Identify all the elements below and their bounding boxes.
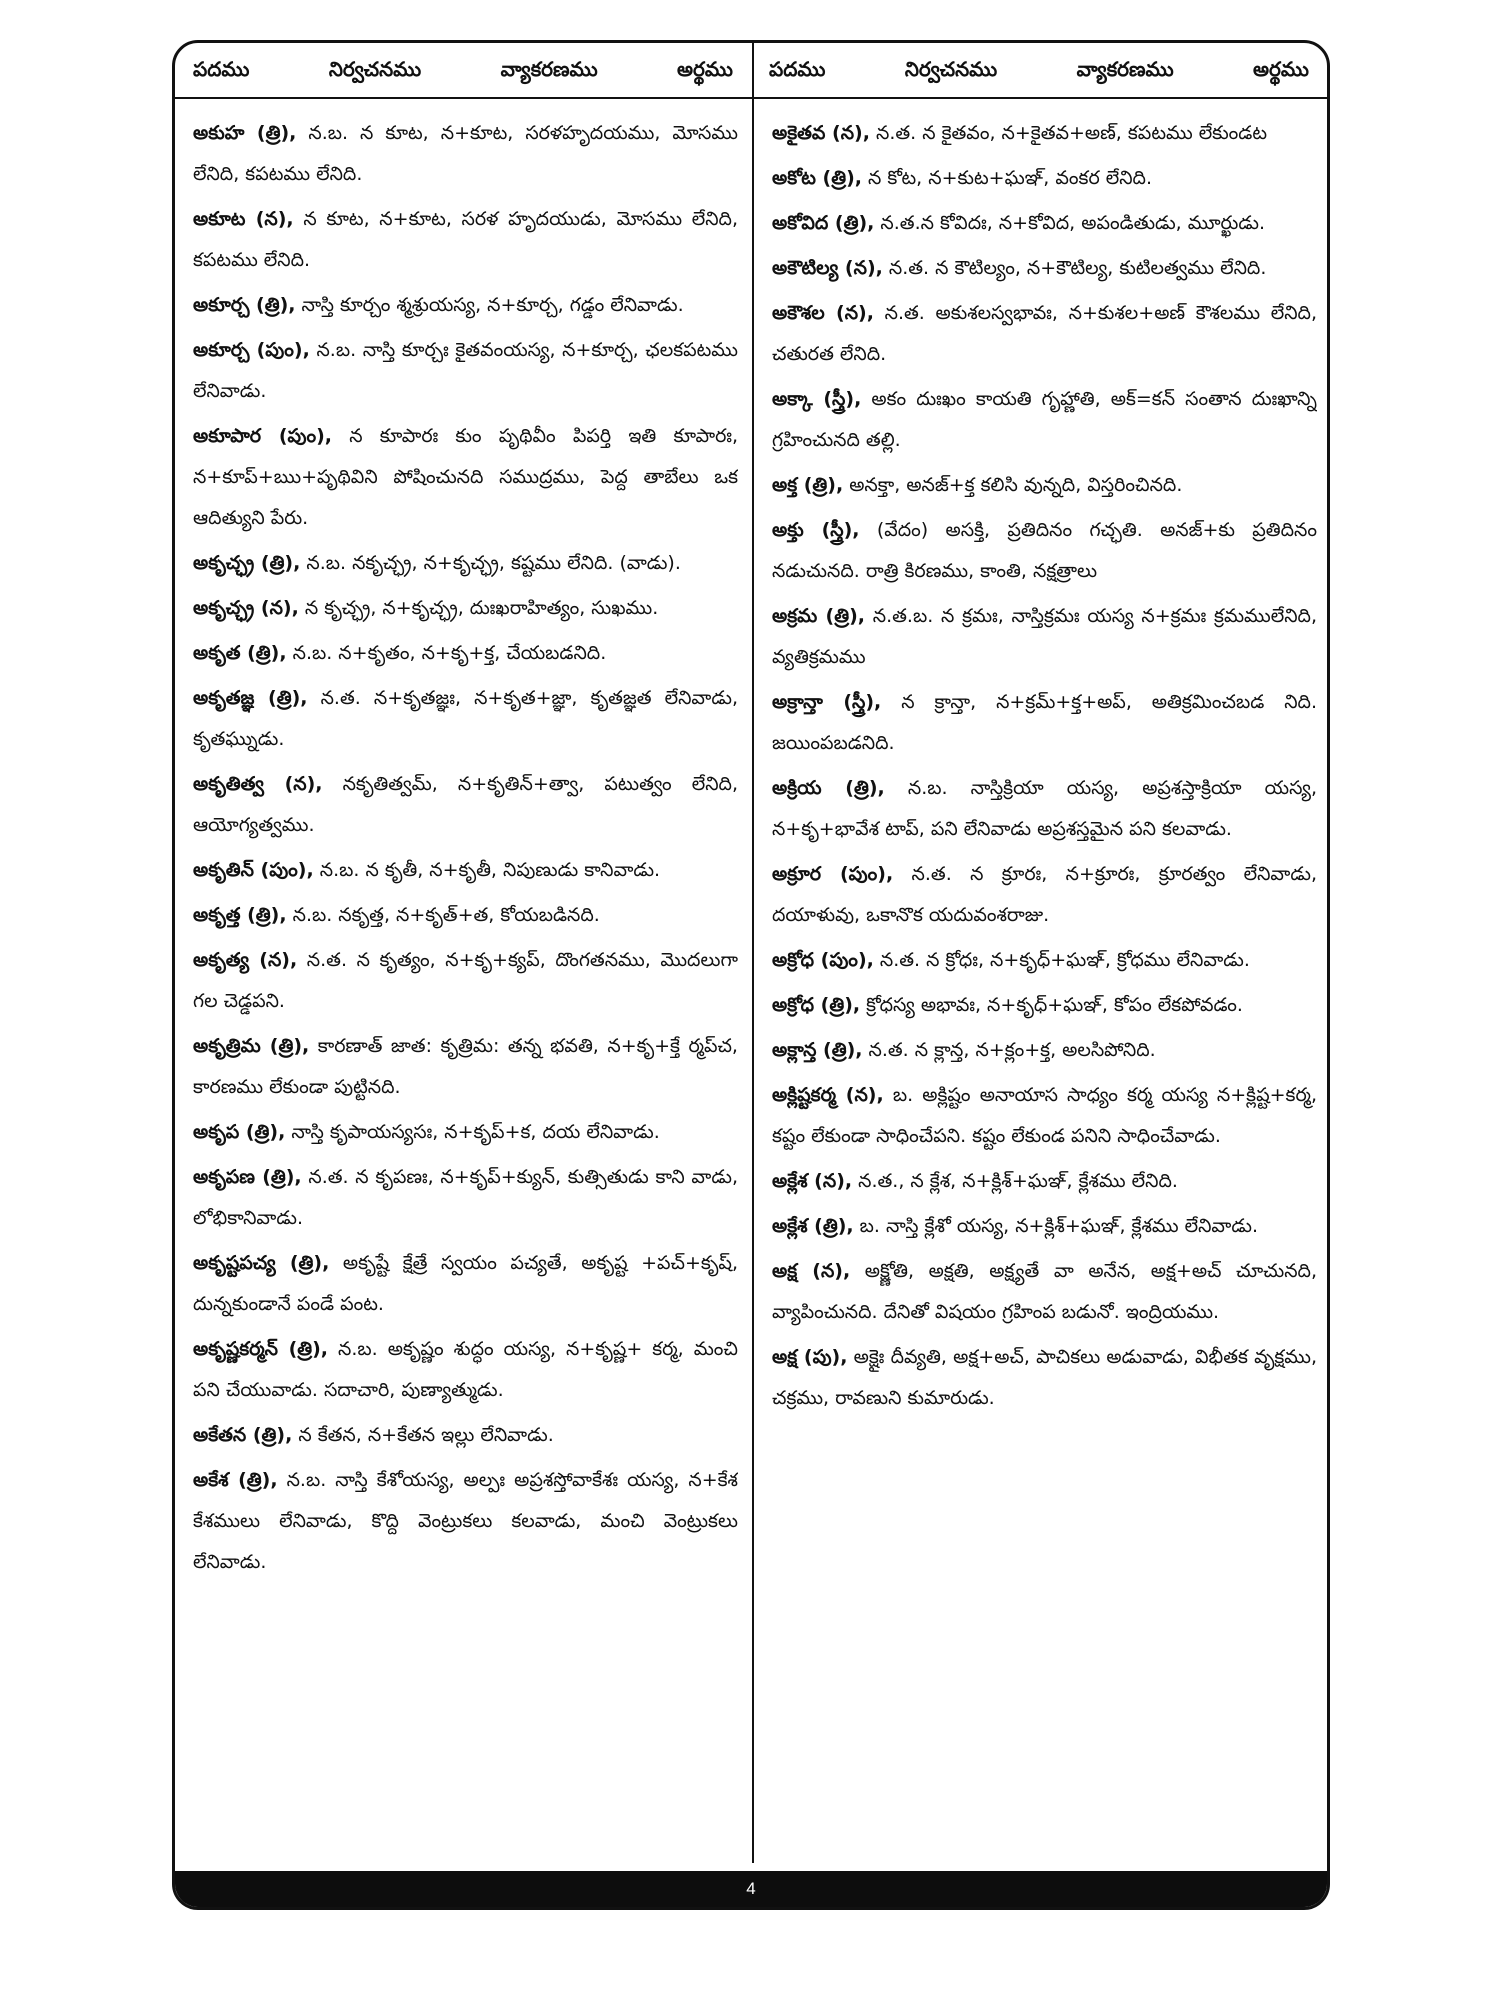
dictionary-entry (772, 248, 1317, 289)
dictionary-entry (193, 330, 738, 412)
entry-definition: న.బ. న కృతీ, న+కృతీ, నిపుణుడు కానివాడు. (313, 859, 661, 881)
entry-definition: న కోట, న+కుట+ఘఞ్, వంకర లేనిది. (862, 167, 1153, 189)
entry-headword: అకృచ్ఛ్ర (న), (193, 597, 299, 619)
dictionary-entry (772, 203, 1317, 244)
entry-headword: అకృత (త్రి), (193, 642, 287, 664)
dictionary-entry (772, 682, 1317, 764)
entry-headword: అకోవిద (త్రి), (772, 212, 875, 234)
entry-headword: అకృష్టపచ్య (త్రి), (193, 1252, 330, 1274)
entry-headword: అకూపార (పుం), (193, 425, 333, 447)
entry-headword: అకూట (న), (193, 208, 294, 230)
entry-definition: న.త. న కృత్యం, న+కృ+క్యప్, దొంగతనము, మొదలుగా గల చెడ్డపని. (193, 949, 738, 1012)
header-col-padamu: పదము (193, 56, 250, 81)
entry-definition: న.త.బ. న క్రమః, నాస్తిక్రమః యస్య న+క్రమః క్రమములేనిది, వ్యతిక్రమము (772, 605, 1317, 668)
entry-definition: న.బ. నాస్తి కేశోయస్య, అల్పః అప్రశస్తోవాకేశః యస్య, న+కేశ కేశములు లేనివాడు, కొద్ది వెంట్రుకలు కలవాడు, మంచి వెంట్రుకలు లేనివాడు. (193, 1469, 738, 1573)
entry-headword: అకోట (త్రి), (772, 167, 863, 189)
entry-definition: న.త. న కృపణః, న+కృప్+క్యున్, కుత్సితుడు కాని వాడు, లోభికానివాడు. (193, 1166, 738, 1229)
entry-definition: న.బ. నాస్తి కూర్చః కైతవంయస్య, న+కూర్చ, ఛలకపటము లేనివాడు. (193, 339, 738, 402)
entry-definition: నకృతిత్వమ్, న+కృతిన్+త్వా, పటుత్వం లేనిది, ఆయోగ్యత్వము. (193, 773, 738, 836)
entry-definition: న.బ. నకృచ్ఛ్ర, న+కృచ్ఛ్ర, కష్టము లేనిది. (వాడు). (300, 552, 681, 574)
entry-definition: అకృష్టే క్షేత్రే స్వయం పచ్యతే, అకృష్ట +పచ్+కృష్, దున్నకుండానే పండే పంట. (193, 1252, 738, 1315)
entry-definition: న.బ. నకృత్త, న+కృత్+త, కోయబడినది. (286, 904, 600, 926)
entry-definition: న.త. అకుశలస్వభావః, న+కుశల+అణ్ కౌశలము లేనిది, చతురత లేనిది. (772, 302, 1317, 365)
entry-headword: అకుహ (త్రి), (193, 122, 297, 144)
entry-headword: అకృపణ (త్రి), (193, 1166, 302, 1188)
dictionary-entry (772, 1206, 1317, 1247)
entry-headword: అక్కా (స్త్రీ), (772, 388, 862, 410)
entry-headword: అక్ష (పు), (772, 1346, 848, 1368)
dictionary-entry (772, 113, 1317, 154)
entry-definition: క్రోధస్య అభావః, న+కృధ్+ఘఞ్, కోపం లేకపోవడం. (860, 994, 1243, 1016)
dictionary-entry (193, 1243, 738, 1325)
entry-definition: న.బ. అకృష్ణం శుద్ధం యస్య, న+కృష్ణ+ కర్మ, మంచి పని చేయువాడు. సదాచారి, పుణ్యాత్ముడు. (193, 1338, 738, 1401)
dictionary-entry (193, 588, 738, 629)
dictionary-entry (193, 543, 738, 584)
entry-headword: అక్రూర (పుం), (772, 863, 894, 885)
entry-headword: అక్రోధ (త్రి), (772, 994, 861, 1016)
header-right (751, 43, 1327, 99)
entry-headword: అకృష్ణకర్మన్ (త్రి), (193, 1338, 329, 1360)
dictionary-entry (193, 1157, 738, 1239)
entry-definition: న.త. న కైతవం, న+కైతవ+అణ్, కపటము లేకుండట (869, 122, 1268, 144)
dictionary-entry (772, 465, 1317, 506)
entry-definition: న క్రాన్తా, న+క్రమ్+క్త+అప్, అతిక్రమించబడ నిది. జయింపబడనిది. (772, 691, 1317, 754)
entry-definition: న కూట, న+కూట, సరళ హృదయుడు, మోసము లేనిది, కపటము లేనిది. (193, 208, 738, 271)
entry-headword: అకృత్య (న), (193, 949, 298, 971)
entry-definition: అక్ష్ణోతి, అక్షతి, అక్ష్యతే వా అనేన, అక్ష+అచ్ చూచునది, వ్యాపించునది. దేనితో విషయం గ్రహింప బడునో. ఇంద్రియము. (772, 1260, 1317, 1323)
entry-headword: అకౌశల (న), (772, 302, 874, 324)
entry-headword: అకేతన (త్రి), (193, 1424, 293, 1446)
entry-definition: అకం దుఃఖం కాయతి గృహ్ణాతి, అక్=కన్ సంతాన దుఃఖాన్ని గ్రహించునది తల్లి. (772, 388, 1317, 451)
entry-definition: న కేతన, న+కేతన ఇల్లు లేనివాడు. (292, 1424, 554, 1446)
entry-definition: కారణాత్ జాత: కృత్రిమ: తన్న భవతి, న+కృ+క్తే ర్మప్‌చ, కారణము లేకుండా పుట్టినది. (193, 1035, 738, 1098)
header-col-vyakaranamu: వ్యాకరణము (1076, 56, 1174, 81)
dictionary-entry (193, 1415, 738, 1456)
dictionary-entry (193, 940, 738, 1022)
entry-headword: అక్లేశ (త్రి), (772, 1215, 854, 1237)
header-col-vyakaranamu: వ్యాకరణము (500, 56, 598, 81)
entry-definition: (వేదం) అసక్తి, ప్రతిదినం గచ్ఛతి. అనజ్+కు ప్రతిదినం నడుచునది. రాత్రి కిరణము, కాంతి, నక్షత్రాలు (772, 519, 1317, 582)
dictionary-entry (193, 764, 738, 846)
dictionary-entry (772, 1075, 1317, 1157)
dictionary-entry (193, 285, 738, 326)
entry-headword: అకృత్త (త్రి), (193, 904, 287, 926)
dictionary-entry (193, 416, 738, 539)
table-header (175, 43, 1327, 99)
entry-definition: న.త. న+కృతజ్ఞః, న+కృత+జ్ఞా, కృతజ్ఞత లేనివాడు, కృతఘ్నుడు. (193, 687, 738, 750)
header-col-nirvachanamu: నిర్వచనము (904, 56, 998, 81)
entry-definition: న కృచ్ఛ్ర, న+కృచ్ఛ్ర, దుఃఖరాహిత్యం, సుఖము. (298, 597, 659, 619)
entry-headword: అక్రియ (త్రి), (772, 777, 885, 799)
page-frame (172, 40, 1330, 1910)
entry-headword: అకృతిత్వ (న), (193, 773, 323, 795)
entry-headword: అకృత్రిమ (త్రి), (193, 1035, 310, 1057)
header-col-nirvachanamu: నిర్వచనము (328, 56, 422, 81)
entry-definition: నాస్తి కూర్చం శ్మశ్రుయస్య, న+కూర్చ, గడ్డం లేనివాడు. (295, 294, 684, 316)
dictionary-entry (193, 1112, 738, 1153)
dictionary-entry (772, 1337, 1317, 1419)
entry-headword: అక్త (త్రి), (772, 474, 844, 496)
entry-headword: అక్లిష్టకర్మ (న), (772, 1084, 884, 1106)
entry-definition: న.బ. న కూట, న+కూట, సరళహృదయము, మోసము లేనిది, కపటము లేనిది. (193, 122, 738, 185)
dictionary-entry (772, 1030, 1317, 1071)
page-number: 4 (746, 1879, 756, 1898)
entry-headword: అక్తు (స్త్రీ), (772, 519, 860, 541)
entry-headword: అక్రోధ (పుం), (772, 949, 874, 971)
dictionary-entry (772, 768, 1317, 850)
dictionary-entry (193, 1460, 738, 1583)
entry-definition: న.త. న కౌటిల్యం, న+కౌటిల్య, కుటిలత్వము లేనిది. (882, 257, 1267, 279)
entry-headword: అకౌటిల్య (న), (772, 257, 883, 279)
footer-bar (175, 1871, 1327, 1907)
dictionary-entry (772, 510, 1317, 592)
dictionary-entry (772, 854, 1317, 936)
dictionary-entry (772, 596, 1317, 678)
entry-definition: న.త. న క్రోధః, న+కృధ్+ఘఞ్, క్రోధము లేనివాడు. (873, 949, 1250, 971)
dictionary-entry (772, 985, 1317, 1026)
dictionary-entry (193, 633, 738, 674)
dictionary-entry (772, 940, 1317, 981)
entry-definition: అనక్తా, అనజ్+క్త కలిసి వున్నది, విస్తరించినది. (843, 474, 1183, 496)
dictionary-entry (193, 850, 738, 891)
entry-definition: న.బ. న+కృతం, న+కృ+క్త, చేయబడనిది. (286, 642, 607, 664)
entry-headword: అక్ష (న), (772, 1260, 851, 1282)
entry-definition: బ. నాస్తి క్లేశో యస్య, న+క్లిశ్+ఘఞ్, క్లేశము లేనివాడు. (853, 1215, 1259, 1237)
dictionary-entry (193, 1329, 738, 1411)
entry-headword: అక్లాన్త (త్రి), (772, 1039, 863, 1061)
dictionary-entry (772, 293, 1317, 375)
entry-definition: నాస్తి కృపాయస్యసః, న+కృప్+క, దయ లేనివాడు. (285, 1121, 660, 1143)
entry-headword: అకూర్చ (పుం), (193, 339, 310, 361)
dictionary-entry (772, 1251, 1317, 1333)
dictionary-entry (193, 199, 738, 281)
dictionary-entry (193, 678, 738, 760)
header-col-arthamu: అర్థము (1253, 56, 1309, 81)
entry-headword: అకేశ (త్రి), (193, 1469, 278, 1491)
entry-headword: అకూర్చ (త్రి), (193, 294, 296, 316)
column-divider (752, 43, 754, 1863)
entry-definition: బ. అక్లిష్టం అనాయాస సాధ్యం కర్మ యస్య న+క్లిష్ట+కర్మ, కష్టం లేకుండా సాధించేపని. కష్టం లేకుండ పనిని సాధించేవాడు. (772, 1084, 1317, 1147)
dictionary-entry (193, 895, 738, 936)
entry-headword: అకృతిన్ (పుం), (193, 859, 314, 881)
dictionary-entry (772, 1161, 1317, 1202)
entry-headword: అక్రమ (త్రి), (772, 605, 865, 627)
dictionary-entry (193, 1026, 738, 1108)
entry-definition: న.త.న కోవిదః, న+కోవిద, అపండితుడు, మూర్ఖుడు. (874, 212, 1266, 234)
entry-definition: న.బ. నాస్తిక్రియా యస్య, అప్రశస్తాక్రియా యస్య, న+కృ+భావేశ టాప్, పని లేనివాడు అప్రశస్తమైన పని కలవాడు. (772, 777, 1317, 840)
entry-headword: అక్రాన్తా (స్త్రీ), (772, 691, 882, 713)
entry-definition: న.త. న క్రూరః, న+క్రూరః, క్రూరత్వం లేనివాడు, దయాళువు, ఒకానొక యదువంశరాజు. (772, 863, 1317, 926)
entry-headword: అక్లేశ (న), (772, 1170, 853, 1192)
entry-definition: అక్షైః దీవ్యతి, అక్ష+అచ్, పాచికలు అడువాడు, విభీతక వృక్షము, చక్రము, రావణుని కుమారుడు. (772, 1346, 1317, 1409)
dictionary-entry (772, 379, 1317, 461)
left-column (193, 113, 738, 1858)
entry-headword: అకృప (త్రి), (193, 1121, 286, 1143)
entry-headword: అకైతవ (న), (772, 122, 870, 144)
header-col-padamu: పదము (769, 56, 826, 81)
right-column (772, 113, 1317, 1858)
dictionary-entry (193, 113, 738, 195)
header-col-arthamu: అర్థము (677, 56, 733, 81)
header-left (175, 43, 751, 99)
entry-definition: న.త. న క్లాన్త, న+క్లం+క్త, అలసిపోనిది. (862, 1039, 1156, 1061)
entry-headword: అకృచ్ఛ్ర (త్రి), (193, 552, 301, 574)
dictionary-entry (772, 158, 1317, 199)
entry-headword: అకృతజ్ఞ (త్రి), (193, 687, 308, 709)
entry-definition: న.త., న క్లేశ, న+క్లిశ్+ఘఞ్, క్లేశము లేనిది. (852, 1170, 1178, 1192)
entry-definition: న కూపారః కుం పృథివీం పిపర్తి ఇతి కూపారః, న+కూప్+ఋ+పృథివిని పోషించునది సముద్రము, పెద్ద తాబేలు ఒక ఆదిత్యుని పేరు. (193, 425, 738, 529)
